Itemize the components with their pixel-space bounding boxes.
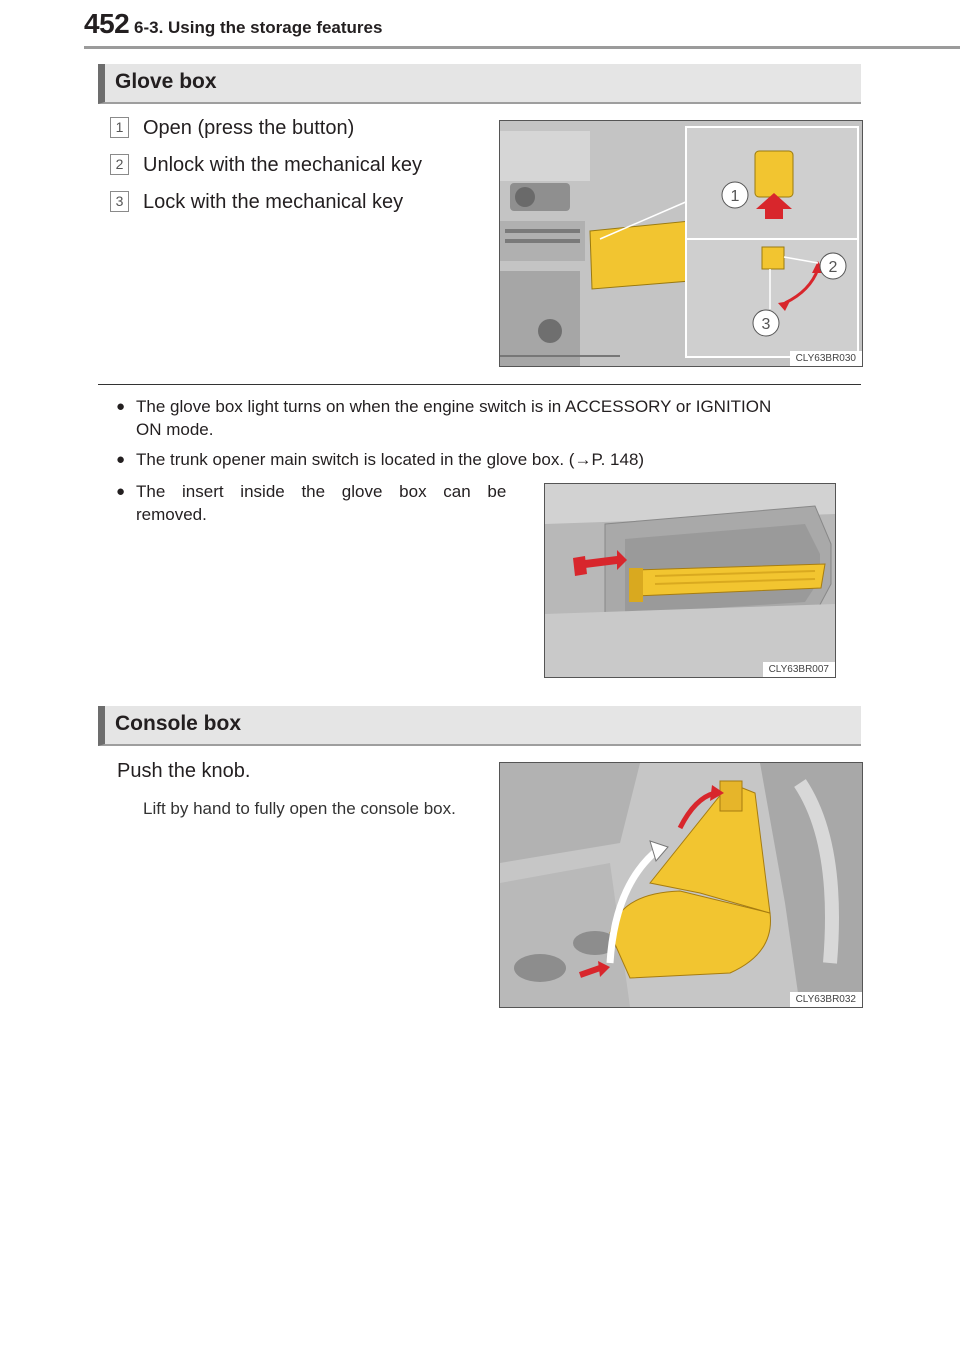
glove-box-figure-code: CLY63BR030 (790, 351, 862, 366)
glove-box-figure (499, 120, 863, 367)
note-1-text: The glove box light turns on when the engine switch is in ACCESSORY or IGNITION (136, 397, 772, 416)
console-box-heading (98, 706, 861, 746)
console-box-title: Console box (115, 712, 242, 735)
step-1-text: Open (press the button) (143, 117, 355, 139)
note-2-text: The trunk opener main switch is located in the glove box. (→P. 148) (136, 450, 645, 469)
header-rule (84, 46, 960, 49)
note-3-bullet: ● (116, 483, 126, 500)
glove-box-title: Glove box (115, 70, 217, 93)
insert-figure (544, 483, 836, 678)
insert-figure-code: CLY63BR007 (763, 662, 835, 677)
console-box-figure-code: CLY63BR032 (790, 992, 862, 1007)
step-3-text: Lock with the mechanical key (143, 191, 404, 213)
insert-illustration (545, 484, 835, 677)
glove-box-heading (98, 64, 861, 104)
note-3-text: The insert inside the glove box can be (136, 482, 507, 501)
step-3-badge: 3 (110, 191, 129, 212)
callout-2: 2 (828, 259, 838, 276)
console-box-figure (499, 762, 863, 1008)
note-2-bullet: ● (116, 451, 126, 468)
step-2-text: Unlock with the mechanical key (143, 154, 423, 176)
console-sub-instruction: Lift by hand to fully open the console box. (143, 799, 456, 818)
callout-1: 1 (730, 188, 740, 205)
step-1-badge: 1 (110, 117, 129, 138)
section-title: 6-3. Using the storage features (134, 18, 383, 37)
glove-box-illustration (500, 121, 862, 366)
notes-rule (98, 384, 861, 385)
console-box-illustration (500, 763, 862, 1007)
page-number: 452 (84, 8, 130, 39)
callout-3: 3 (761, 316, 771, 333)
console-instruction: Push the knob. (117, 760, 251, 782)
step-2-badge: 2 (110, 154, 129, 175)
note-1-text-line2: ON mode. (136, 420, 214, 439)
note-1-bullet: ● (116, 398, 126, 415)
note-3-text-line2: removed. (136, 505, 207, 524)
